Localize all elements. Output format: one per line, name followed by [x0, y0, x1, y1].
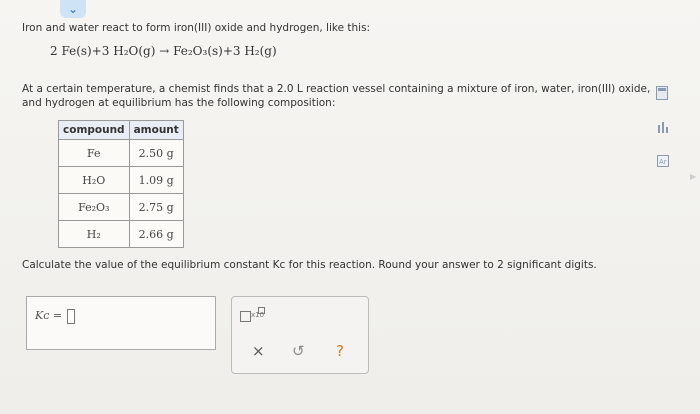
amount-cell: 2.50 g: [129, 140, 183, 167]
side-marker-icon: ▶: [690, 172, 697, 181]
scientific-notation-button[interactable]: [240, 307, 264, 323]
undo-icon[interactable]: ↺: [292, 342, 305, 360]
tool-panel: [231, 296, 369, 374]
table-row: [59, 194, 184, 221]
collapse-button[interactable]: [60, 0, 86, 18]
table-row: [59, 140, 184, 167]
answer-input[interactable]: [67, 309, 75, 324]
reaction-equation: 2 Fe(s)+3 H₂O(g) → Fe₂O₃(s)+3 H₂(g): [50, 44, 277, 58]
sci-notation-label: x10: [251, 311, 265, 319]
exponent-box-icon: [258, 307, 265, 314]
chevron-down-icon: ⌄: [67, 2, 79, 16]
compound-cell: Fe₂O₃: [59, 194, 130, 221]
calculator-icon[interactable]: [656, 86, 668, 103]
periodic-table-icon[interactable]: [657, 155, 669, 170]
kc-label: Kᴄ =: [35, 309, 63, 322]
box-icon: [240, 311, 251, 322]
amount-cell: 2.66 g: [129, 221, 183, 248]
compound-cell: H₂: [59, 221, 130, 248]
close-icon[interactable]: ×: [252, 342, 265, 360]
problem-description: At a certain temperature, a chemist finds that a 2.0 L reaction vessel containing a mixture of iron, water, iron(III) oxide, and hydrogen at equilibrium has the following composition:: [22, 83, 651, 109]
intro-text: Iron and water react to form iron(III) oxide and hydrogen, like this:: [22, 22, 371, 34]
amount-cell: 1.09 g: [129, 167, 183, 194]
table-row: [59, 167, 184, 194]
question-text: Calculate the value of the equilibrium constant Kᴄ for this reaction. Round your answer to 2 significant digits.: [22, 259, 597, 271]
answer-input-area[interactable]: [26, 296, 216, 350]
table-row: [59, 221, 184, 248]
svg-text:Ar: Ar: [659, 158, 667, 166]
composition-table: [58, 120, 184, 248]
bar-chart-icon[interactable]: [657, 121, 671, 136]
compound-cell: Fe: [59, 140, 130, 167]
compound-cell: H₂O: [59, 167, 130, 194]
amount-cell: 2.75 g: [129, 194, 183, 221]
question-mark-icon[interactable]: ?: [336, 342, 344, 360]
column-header-compound: compound: [59, 121, 130, 140]
column-header-amount: amount: [129, 121, 183, 140]
